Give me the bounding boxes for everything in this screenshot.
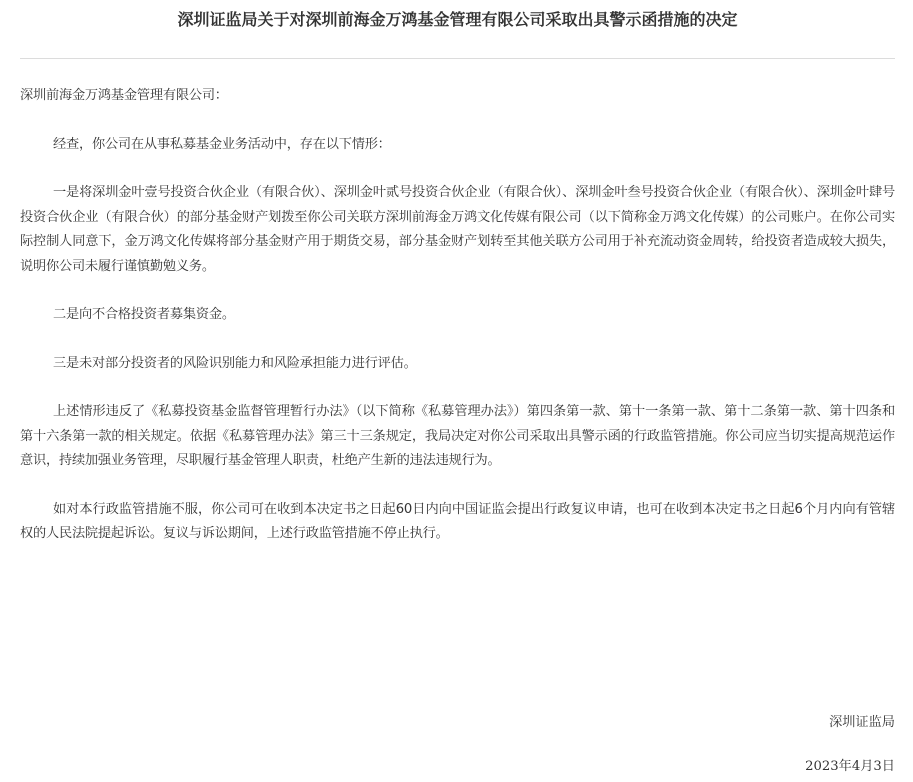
paragraph-intro: 经查，你公司在从事私募基金业务活动中，存在以下情形： xyxy=(53,136,391,152)
document xyxy=(20,0,895,774)
paragraph-finding-one: 一是将深圳金叶壹号投资合伙企业（有限合伙）、深圳金叶贰号投资合伙企业（有限合伙）、深圳金叶叁号投资合伙企业（有限合伙）、深圳金叶肆号投资合伙企业（有限合伙）的部分基金财产划拨至你公司关联方深圳前海金万鸿文化传媒有限公司（以下简称金万鸿文化传媒）的公司账户。在你公司实际控制人同意下，金万鸿文化传媒将部分基金财产用于期货交易，部分基金财产划转至其他关联方公司用于补充流动资金周转，给投资者造成较大损失，说明你公司未履行谨慎勤勉义务。 xyxy=(20,185,895,274)
paragraph-finding-three: 三是未对部分投资者的风险识别能力和风险承担能力进行评估。 xyxy=(53,355,417,371)
page-title: 深圳证监局关于对深圳前海金万鸿基金管理有限公司采取出具警示函措施的决定 xyxy=(177,10,738,29)
paragraph-finding-two: 二是向不合格投资者募集资金。 xyxy=(53,307,235,322)
paragraph-decision: 上述情形违反了《私募投资基金监督管理暂行办法》（以下简称《私募管理办法》）第四条第一款、第十一条第一款、第十二条第一款、第十四条和第十六条第一款的相关规定。依据《私募管理办法》第三十三条规定，我局决定对你公司采取出具警示函的行政监管措施。你公司应当切实提高规范运作意识，持续加强业务管理，尽职履行基金管理人职责，杜绝产生新的违法违规行为。 xyxy=(20,404,895,468)
issue-date: 2023年4月3日 xyxy=(805,759,895,774)
issuer-signature: 深圳证监局 xyxy=(829,715,895,730)
paragraph-appeal: 如对本行政监管措施不服，你公司可在收到本决定书之日起60日内向中国证监会提出行政复议申请，也可在收到本决定书之日起6个月内向有管辖权的人民法院提起诉讼。复议与诉讼期间，上述行政监管措施不停止执行。 xyxy=(20,501,895,541)
title-divider xyxy=(20,58,895,59)
document-body xyxy=(20,84,895,571)
salutation: 深圳前海金万鸿基金管理有限公司： xyxy=(20,88,228,103)
